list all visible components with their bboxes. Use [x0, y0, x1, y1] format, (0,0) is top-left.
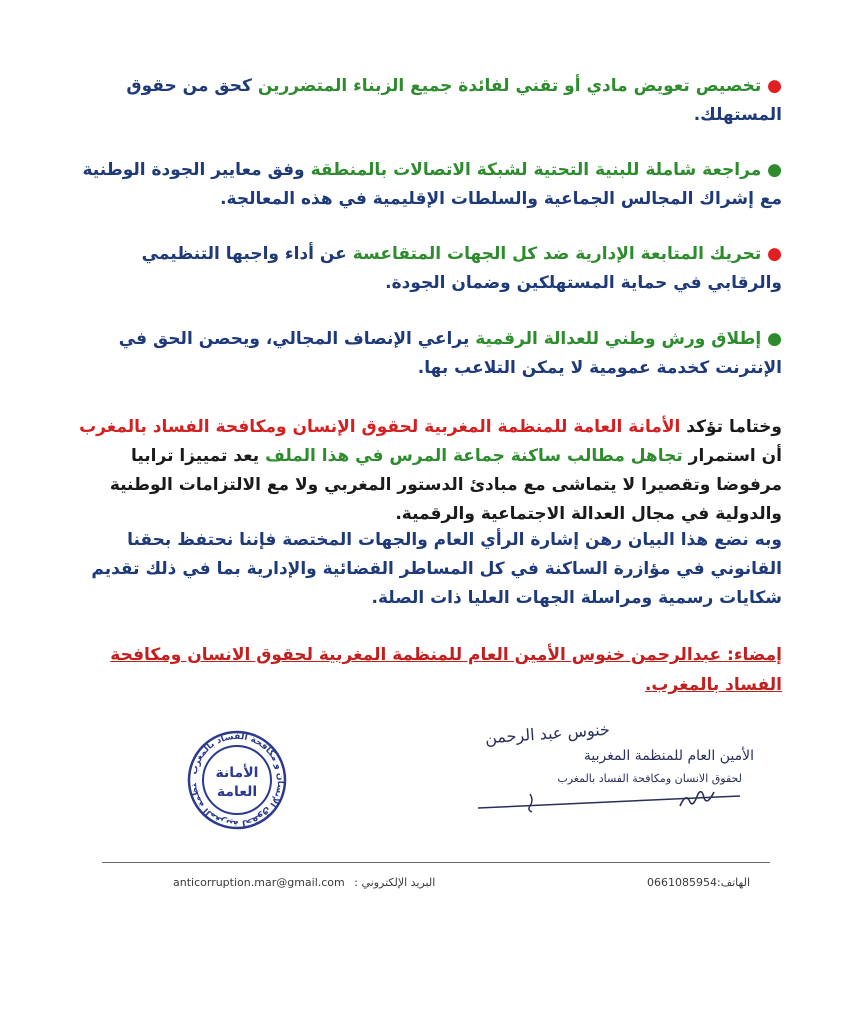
- bullet-text: وفق معايير الجودة الوطنية مع إشراك المجالس الجماعية والسلطات الإقليمية في هذه المعالجة.: [82, 160, 782, 209]
- bullet-marker: ●: [767, 160, 782, 180]
- bullet-item-administrative-followup: [70, 240, 782, 298]
- handwritten-signature-block: [470, 720, 760, 830]
- stamp-center-line2: العامة: [216, 784, 258, 800]
- bullet-marker: ●: [767, 76, 782, 96]
- signature-scribble: [470, 720, 760, 830]
- statement-paragraph: وبه نضع هذا البيان رهن إشارة الرأي العام والجهات المختصة فإننا نحتفظ بحقنا القانوني في مؤازرة الساكنة في كل المساطر القضائية والإدارية بما في ذلك تقديم شكايات رسمية ومراسلة الجهات العليا ذات الصلة.: [91, 530, 782, 608]
- bullet-text-highlight: مراجعة شاملة للبنية التحتية لشبكة الاتصالات بالمنطقة: [310, 160, 762, 180]
- footer-phone-label: الهاتف:: [717, 876, 750, 889]
- bullet-item-infrastructure-review: [70, 156, 782, 214]
- stamp-ring-text: نظمة المغربية لحقوق الإنسان و مكافحة الفساد بالمغرب: [189, 731, 286, 829]
- footer-email-address[interactable]: anticorruption.mar@gmail.com: [173, 876, 345, 889]
- footer-email-section: [173, 876, 435, 889]
- stamp-seal: [172, 730, 302, 830]
- bullet-marker: ●: [767, 244, 782, 264]
- bullet-item-compensation: [70, 72, 782, 130]
- bullet-marker: ●: [767, 329, 782, 349]
- closing-text: يعد تمييزا ترابيا مرفوضا وتقصيرا لا يتماشى مع مبادئ الدستور المغربي ولا مع الالتزامات الوطنية والدولية في مجال العدالة الاجتماعية والرقمية.: [109, 446, 782, 524]
- footer-email-label: البريد الإلكتروني :: [354, 876, 436, 889]
- handwritten-subtitle: لحقوق الانسان ومكافحة الفساد بالمغرب: [557, 772, 742, 785]
- bullet-text-highlight: تحريك المتابعة الإدارية ضد كل الجهات المتقاعسة: [352, 244, 762, 264]
- bullet-text: عن أداء واجبها التنظيمي والرقابي في حماية المستهلكين وضمان الجودة.: [141, 244, 782, 293]
- footer-phone-number[interactable]: 0661085954: [647, 876, 718, 889]
- official-stamp: [172, 730, 302, 830]
- closing-text: أن استمرار: [688, 446, 782, 466]
- bullet-text-highlight: تخصيص تعويض مادي أو تقني لفائدة جميع الزبناء المتضررين: [257, 76, 762, 96]
- closing-paragraph: [70, 413, 782, 529]
- closing-text: وختاما تؤكد: [686, 417, 782, 437]
- bullet-text: كحق من حقوق المستهلك.: [126, 76, 782, 125]
- organization-name: الأمانة العامة للمنظمة المغربية لحقوق الإنسان ومكافحة الفساد بالمغرب: [79, 417, 681, 437]
- handwritten-name: خنوس عبد الرحمن: [484, 719, 611, 748]
- handwritten-title: الأمين العام للمنظمة المغربية: [583, 748, 754, 764]
- footer-divider: [102, 862, 770, 863]
- footer-phone-section: [647, 876, 750, 889]
- bullet-text-highlight: إطلاق ورش وطني للعدالة الرقمية: [475, 329, 762, 349]
- stamp-center-line1: الأمانة: [215, 765, 259, 781]
- signature-line: إمضاء: عبدالرحمن خنوس الأمين العام للمنظمة المغربية لحقوق الانسان ومكافحة الفساد بالمغرب.: [110, 645, 782, 695]
- bullet-text: يراعي الإنصاف المجالي، ويحصن الحق في الإنترنت كخدمة عمومية لا يمكن التلاعب بها.: [118, 329, 782, 378]
- demands-highlight: تجاهل مطالب ساكنة جماعة المرس في هذا الملف: [265, 446, 683, 466]
- bullet-item-digital-justice: [70, 325, 782, 383]
